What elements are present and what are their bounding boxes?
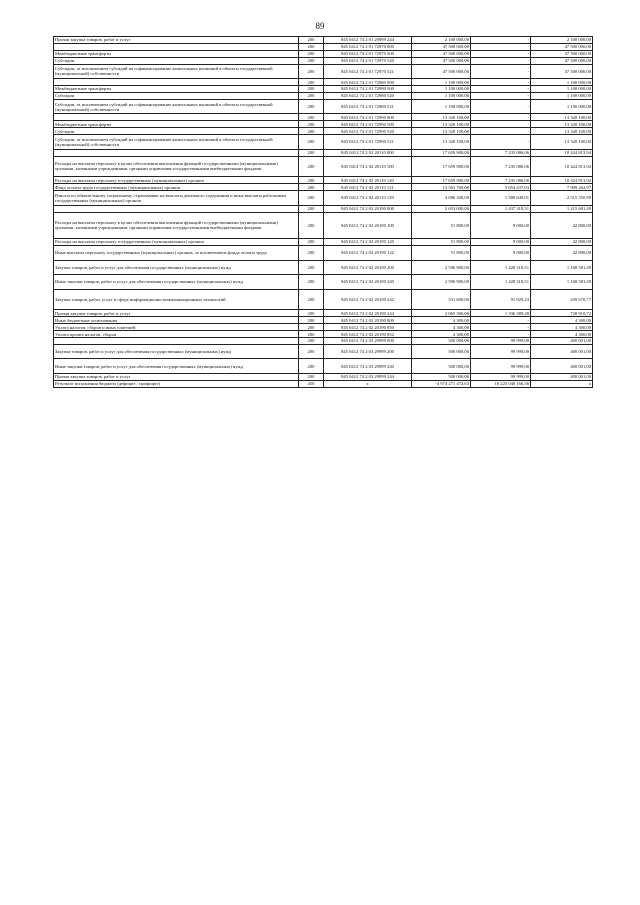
- executed-amount-cell: -: [471, 128, 531, 135]
- unexecuted-amount-cell: 47 500 000,00: [531, 57, 593, 64]
- unexecuted-amount-cell: 13 320 100,00: [531, 135, 593, 150]
- row-code-cell: 200: [299, 114, 324, 121]
- row-name-cell: [54, 149, 299, 156]
- budget-classification-code-cell: 845 0412 74 2 02 20190 800: [324, 317, 412, 324]
- table-row: [54, 156, 593, 177]
- row-code-cell: 200: [299, 99, 324, 114]
- row-code-cell: 200: [299, 260, 324, 275]
- executed-amount-cell: 1 428 318,51: [471, 260, 531, 275]
- table-row: [54, 317, 593, 324]
- row-name-cell: Субсидии: [54, 128, 299, 135]
- executed-amount-cell: 1 437 318,51: [471, 205, 531, 212]
- unexecuted-amount-cell: 2 515 550,99: [531, 191, 593, 206]
- budget-classification-code-cell: 845 0412 74 2 03 29999 240: [324, 359, 412, 374]
- unexecuted-amount-cell: 1 100 000,00: [531, 92, 593, 99]
- budget-classification-code-cell: 845 0412 74 2 02 20190 122: [324, 245, 412, 260]
- executed-amount-cell: -: [471, 37, 531, 44]
- row-name-cell: [54, 43, 299, 50]
- unexecuted-amount-cell: 1 215 681,49: [531, 205, 593, 212]
- budget-classification-code-cell: 845 0412 74 2 01 72990 500: [324, 121, 412, 128]
- row-code-cell: 200: [299, 275, 324, 290]
- approved-amount-cell: 4 300,00: [412, 331, 471, 338]
- row-name-cell: Субсидии: [54, 92, 299, 99]
- unexecuted-amount-cell: 47 500 000,00: [531, 64, 593, 79]
- executed-amount-cell: -: [471, 43, 531, 50]
- unexecuted-amount-cell: 1 100 000,00: [531, 99, 593, 114]
- row-name-cell: Субсидии, за исключением субсидий на софинансирование капитальных вложений в объекты государственной (муниципальной) собственности: [54, 135, 299, 150]
- approved-amount-cell: 13 320 100,00: [412, 114, 471, 121]
- unexecuted-amount-cell: x: [531, 380, 593, 387]
- unexecuted-amount-cell: 42 800,00: [531, 239, 593, 246]
- budget-classification-code-cell: 845 0412 74 2 01 72980 500: [324, 86, 412, 93]
- budget-classification-code-cell: 845 0412 74 2 02 20190 000: [324, 205, 412, 212]
- unexecuted-amount-cell: 2 100 000,00: [531, 37, 593, 44]
- page-number: 89: [315, 21, 325, 31]
- approved-amount-cell: 531 600,00: [412, 289, 471, 310]
- table-row: [54, 245, 593, 260]
- executed-amount-cell: 1 428 318,51: [471, 275, 531, 290]
- row-name-cell: Субсидии: [54, 57, 299, 64]
- executed-amount-cell: 99 999,00: [471, 344, 531, 359]
- table-row: [54, 275, 593, 290]
- table-row: [54, 289, 593, 310]
- row-name-cell: Субсидии, за исключением субсидий на софинансирование капитальных вложений в объекты государственной (муниципальной) собственности: [54, 64, 299, 79]
- row-name-cell: Закупка товаров, работ и услуг для обеспечения государственных (муниципальных) нужд: [54, 344, 299, 359]
- approved-amount-cell: 13 320 100,00: [412, 135, 471, 150]
- row-code-cell: 200: [299, 149, 324, 156]
- unexecuted-amount-cell: 4 300,00: [531, 331, 593, 338]
- row-name-cell: Фонд оплаты труда государственных (муниципальных) органов: [54, 184, 299, 191]
- executed-amount-cell: 10 225 040 166,36: [471, 380, 531, 387]
- row-name-cell: [54, 205, 299, 212]
- approved-amount-cell: 47 500 000,00: [412, 50, 471, 57]
- executed-amount-cell: -: [471, 64, 531, 79]
- budget-classification-code-cell: x: [324, 380, 412, 387]
- budget-classification-code-cell: 845 0412 74 2 02 20190 242: [324, 289, 412, 310]
- approved-amount-cell: -4 974 271 472,63: [412, 380, 471, 387]
- row-name-cell: Взносы по обязательному социальному страхованию на выплаты денежного содержания и иные выплаты работникам государственных (муниципальных) органов: [54, 191, 299, 206]
- approved-amount-cell: 500 000,00: [412, 359, 471, 374]
- approved-amount-cell: 13 563 700,00: [412, 184, 471, 191]
- approved-amount-cell: 2 100 000,00: [412, 37, 471, 44]
- executed-amount-cell: -: [471, 331, 531, 338]
- row-name-cell: [54, 114, 299, 121]
- executed-amount-cell: 1 336 389,28: [471, 310, 531, 317]
- budget-classification-code-cell: 845 0412 74 2 02 20190 852: [324, 331, 412, 338]
- budget-classification-code-cell: 845 0412 74 2 02 20190 120: [324, 239, 412, 246]
- unexecuted-amount-cell: 47 500 000,00: [531, 43, 593, 50]
- executed-amount-cell: 9 000,00: [471, 212, 531, 239]
- row-code-cell: 200: [299, 191, 324, 206]
- executed-amount-cell: -: [471, 99, 531, 114]
- row-code-cell: 200: [299, 184, 324, 191]
- row-code-cell: 200: [299, 337, 324, 344]
- approved-amount-cell: 13 320 100,00: [412, 121, 471, 128]
- table-row: [54, 359, 593, 374]
- budget-classification-code-cell: 845 0412 74 2 02 20190 244: [324, 310, 412, 317]
- budget-classification-code-cell: 845 0412 74 2 01 72970 000: [324, 43, 412, 50]
- unexecuted-amount-cell: 1 100 000,00: [531, 79, 593, 86]
- budget-classification-code-cell: 845 0412 74 2 03 29999 200: [324, 344, 412, 359]
- table-row: [54, 50, 593, 57]
- table-row: [54, 184, 593, 191]
- unexecuted-amount-cell: 42 800,00: [531, 212, 593, 239]
- approved-amount-cell: 2 065 300,00: [412, 310, 471, 317]
- row-code-cell: 200: [299, 37, 324, 44]
- table-row: [54, 324, 593, 331]
- unexecuted-amount-cell: 4 300,00: [531, 324, 593, 331]
- executed-amount-cell: -: [471, 324, 531, 331]
- row-code-cell: 200: [299, 57, 324, 64]
- approved-amount-cell: 1 100 000,00: [412, 92, 471, 99]
- row-code-cell: 200: [299, 43, 324, 50]
- unexecuted-amount-cell: 10 424 813,94: [531, 177, 593, 184]
- table-row: [54, 128, 593, 135]
- approved-amount-cell: 500 000,00: [412, 374, 471, 381]
- row-code-cell: 200: [299, 205, 324, 212]
- executed-amount-cell: -: [471, 317, 531, 324]
- table-row: [54, 310, 593, 317]
- approved-amount-cell: 51 800,00: [412, 245, 471, 260]
- row-name-cell: Иные закупки товаров, работ и услуг для обеспечения государственных (муниципальных) нужд: [54, 275, 299, 290]
- row-name-cell: Прочая закупка товаров, работ и услуг: [54, 37, 299, 44]
- table-row: [54, 260, 593, 275]
- row-name-cell: Межбюджетные трансферты: [54, 121, 299, 128]
- row-code-cell: 200: [299, 50, 324, 57]
- row-code-cell: 200: [299, 128, 324, 135]
- budget-classification-code-cell: 845 0412 74 2 01 72980 521: [324, 99, 412, 114]
- budget-classification-code-cell: 845 0412 74 2 03 29999 000: [324, 337, 412, 344]
- row-name-cell: Иные выплаты персоналу государственных (муниципальных) органов, за исключением фонда оплаты труда: [54, 245, 299, 260]
- executed-amount-cell: 91 929,23: [471, 289, 531, 310]
- unexecuted-amount-cell: 13 320 100,00: [531, 114, 593, 121]
- row-code-cell: 200: [299, 86, 324, 93]
- row-code-cell: 200: [299, 331, 324, 338]
- unexecuted-amount-cell: 7 909 262,97: [531, 184, 593, 191]
- unexecuted-amount-cell: 4 300,00: [531, 317, 593, 324]
- approved-amount-cell: 4 300,00: [412, 317, 471, 324]
- row-code-cell: 200: [299, 245, 324, 260]
- row-code-cell: 200: [299, 239, 324, 246]
- executed-amount-cell: 7 235 086,06: [471, 156, 531, 177]
- table-row: [54, 205, 593, 212]
- unexecuted-amount-cell: 400 001,00: [531, 374, 593, 381]
- executed-amount-cell: -: [471, 50, 531, 57]
- table-row: [54, 121, 593, 128]
- row-code-cell: 200: [299, 64, 324, 79]
- budget-classification-code-cell: 845 0412 74 2 01 72990 521: [324, 135, 412, 150]
- row-name-cell: [54, 79, 299, 86]
- budget-classification-code-cell: 845 0412 74 2 01 72970 521: [324, 64, 412, 79]
- table-row: [54, 114, 593, 121]
- row-name-cell: Расходы на выплаты персоналу государственных (муниципальных) органов: [54, 177, 299, 184]
- unexecuted-amount-cell: 400 001,00: [531, 337, 593, 344]
- table-row: [54, 86, 593, 93]
- executed-amount-cell: -: [471, 135, 531, 150]
- approved-amount-cell: 51 800,00: [412, 239, 471, 246]
- approved-amount-cell: 17 659 900,00: [412, 177, 471, 184]
- row-code-cell: 200: [299, 177, 324, 184]
- unexecuted-amount-cell: 13 320 100,00: [531, 128, 593, 135]
- approved-amount-cell: 2 596 900,00: [412, 260, 471, 275]
- approved-amount-cell: 17 659 900,00: [412, 149, 471, 156]
- table-row: [54, 337, 593, 344]
- approved-amount-cell: 17 659 900,00: [412, 156, 471, 177]
- approved-amount-cell: 4 300,00: [412, 324, 471, 331]
- executed-amount-cell: -: [471, 79, 531, 86]
- table-row: [54, 191, 593, 206]
- table-row: [54, 79, 593, 86]
- table-row: [54, 212, 593, 239]
- unexecuted-amount-cell: 728 910,72: [531, 310, 593, 317]
- approved-amount-cell: 500 000,00: [412, 344, 471, 359]
- budget-classification-code-cell: 845 0412 74 2 02 20110 120: [324, 177, 412, 184]
- approved-amount-cell: 1 100 000,00: [412, 79, 471, 86]
- executed-amount-cell: -: [471, 92, 531, 99]
- table-row: [54, 331, 593, 338]
- budget-classification-code-cell: 845 0412 74 2 02 20110 100: [324, 156, 412, 177]
- table-row: [54, 135, 593, 150]
- row-code-cell: 200: [299, 156, 324, 177]
- budget-classification-code-cell: 845 0412 74 2 01 72970 520: [324, 57, 412, 64]
- executed-amount-cell: -: [471, 114, 531, 121]
- executed-amount-cell: 5 654 437,03: [471, 184, 531, 191]
- budget-classification-code-cell: 845 0412 74 2 02 20190 850: [324, 324, 412, 331]
- row-code-cell: 450: [299, 380, 324, 387]
- unexecuted-amount-cell: 1 100 000,00: [531, 86, 593, 93]
- row-name-cell: Иные закупки товаров, работ и услуг для обеспечения государственных (муниципальных) нужд: [54, 359, 299, 374]
- table-row: [54, 37, 593, 44]
- unexecuted-amount-cell: 42 800,00: [531, 245, 593, 260]
- row-code-cell: 200: [299, 359, 324, 374]
- executed-amount-cell: 99 999,00: [471, 337, 531, 344]
- row-code-cell: 200: [299, 79, 324, 86]
- row-name-cell: Закупка товаров, работ и услуг для обеспечения государственных (муниципальных) нужд: [54, 260, 299, 275]
- approved-amount-cell: 2 596 900,00: [412, 275, 471, 290]
- approved-amount-cell: 2 653 000,00: [412, 205, 471, 212]
- approved-amount-cell: 1 100 000,00: [412, 99, 471, 114]
- row-name-cell: Субсидии, за исключением субсидий на софинансирование капитальных вложений в объекты государственной (муниципальной) собственности: [54, 99, 299, 114]
- budget-classification-code-cell: 845 0412 74 2 01 72970 500: [324, 50, 412, 57]
- approved-amount-cell: 47 500 000,00: [412, 57, 471, 64]
- row-name-cell: Результат исполнения бюджета (дефицит / профицит): [54, 380, 299, 387]
- row-name-cell: Расходы на выплаты персоналу государственных (муниципальных) органов: [54, 239, 299, 246]
- row-name-cell: [54, 337, 299, 344]
- row-name-cell: Прочая закупка товаров, работ и услуг: [54, 374, 299, 381]
- row-code-cell: 200: [299, 344, 324, 359]
- row-name-cell: Расходы на выплаты персоналу в целях обеспечения выполнения функций государственными (муниципальными) органами, казенными учреждениями, органами управления государственными внебюджетными фондами: [54, 156, 299, 177]
- table-row: [54, 64, 593, 79]
- executed-amount-cell: -: [471, 86, 531, 93]
- unexecuted-amount-cell: 1 168 581,49: [531, 260, 593, 275]
- unexecuted-amount-cell: 400 001,00: [531, 344, 593, 359]
- row-name-cell: Уплата налогов, сборов и иных платежей: [54, 324, 299, 331]
- budget-classification-code-cell: 845 0412 74 2 02 20190 200: [324, 260, 412, 275]
- budget-classification-code-cell: 845 0412 74 2 02 20110 129: [324, 191, 412, 206]
- budget-classification-code-cell: 845 0412 74 2 01 72990 000: [324, 114, 412, 121]
- table-row: [54, 344, 593, 359]
- unexecuted-amount-cell: 47 500 000,00: [531, 50, 593, 57]
- table-row: [54, 57, 593, 64]
- budget-classification-code-cell: 845 0412 74 2 02 20110 000: [324, 149, 412, 156]
- table-row: [54, 43, 593, 50]
- table-row: [54, 99, 593, 114]
- executed-amount-cell: -: [471, 121, 531, 128]
- table-row: [54, 239, 593, 246]
- budget-classification-code-cell: 845 0412 74 2 02 20190 240: [324, 275, 412, 290]
- table-row: [54, 380, 593, 387]
- row-name-cell: Расходы на выплаты персоналу в целях обеспечения выполнения функций государственными (муниципальными) органами, казенными учреждениями, органами управления государственными внебюджетными фондами: [54, 212, 299, 239]
- executed-amount-cell: 1 580 649,01: [471, 191, 531, 206]
- row-name-cell: Межбюджетные трансферты: [54, 50, 299, 57]
- executed-amount-cell: 99 999,00: [471, 359, 531, 374]
- approved-amount-cell: 500 000,00: [412, 337, 471, 344]
- row-name-cell: Межбюджетные трансферты: [54, 86, 299, 93]
- approved-amount-cell: 51 800,00: [412, 212, 471, 239]
- unexecuted-amount-cell: 10 424 813,94: [531, 156, 593, 177]
- unexecuted-amount-cell: 13 320 100,00: [531, 121, 593, 128]
- executed-amount-cell: 7 235 086,06: [471, 149, 531, 156]
- executed-amount-cell: 9 000,00: [471, 239, 531, 246]
- budget-execution-table: [53, 36, 593, 388]
- table-row: [54, 92, 593, 99]
- row-name-cell: Закупка товаров, работ, услуг в сфере информационно-коммуникационных технологий: [54, 289, 299, 310]
- row-code-cell: 200: [299, 121, 324, 128]
- table-row: [54, 149, 593, 156]
- budget-classification-code-cell: 845 0412 74 2 01 72980 520: [324, 92, 412, 99]
- budget-classification-code-cell: 845 0412 74 2 01 29999 244: [324, 37, 412, 44]
- unexecuted-amount-cell: 10 424 813,94: [531, 149, 593, 156]
- unexecuted-amount-cell: 1 168 581,49: [531, 275, 593, 290]
- approved-amount-cell: 4 096 200,00: [412, 191, 471, 206]
- executed-amount-cell: 9 000,00: [471, 245, 531, 260]
- approved-amount-cell: 47 500 000,00: [412, 43, 471, 50]
- executed-amount-cell: 7 235 086,06: [471, 177, 531, 184]
- row-name-cell: Прочая закупка товаров, работ и услуг: [54, 310, 299, 317]
- row-code-cell: 200: [299, 324, 324, 331]
- row-code-cell: 200: [299, 212, 324, 239]
- executed-amount-cell: -: [471, 57, 531, 64]
- budget-classification-code-cell: 845 0412 74 2 01 72980 000: [324, 79, 412, 86]
- row-name-cell: Уплата прочих налогов, сборов: [54, 331, 299, 338]
- budget-classification-code-cell: 845 0412 74 2 01 72990 520: [324, 128, 412, 135]
- row-name-cell: Иные бюджетные ассигнования: [54, 317, 299, 324]
- table-row: [54, 177, 593, 184]
- row-code-cell: 200: [299, 317, 324, 324]
- row-code-cell: 200: [299, 374, 324, 381]
- row-code-cell: 200: [299, 289, 324, 310]
- unexecuted-amount-cell: 400 001,00: [531, 359, 593, 374]
- table-row: [54, 374, 593, 381]
- budget-classification-code-cell: 845 0412 74 2 02 20190 100: [324, 212, 412, 239]
- budget-classification-code-cell: 845 0412 74 2 03 29999 244: [324, 374, 412, 381]
- approved-amount-cell: 1 100 000,00: [412, 86, 471, 93]
- budget-classification-code-cell: 845 0412 74 2 02 20110 121: [324, 184, 412, 191]
- executed-amount-cell: 99 999,00: [471, 374, 531, 381]
- row-code-cell: 200: [299, 92, 324, 99]
- row-code-cell: 200: [299, 135, 324, 150]
- approved-amount-cell: 13 320 100,00: [412, 128, 471, 135]
- row-code-cell: 200: [299, 310, 324, 317]
- approved-amount-cell: 47 500 000,00: [412, 64, 471, 79]
- unexecuted-amount-cell: 439 670,77: [531, 289, 593, 310]
